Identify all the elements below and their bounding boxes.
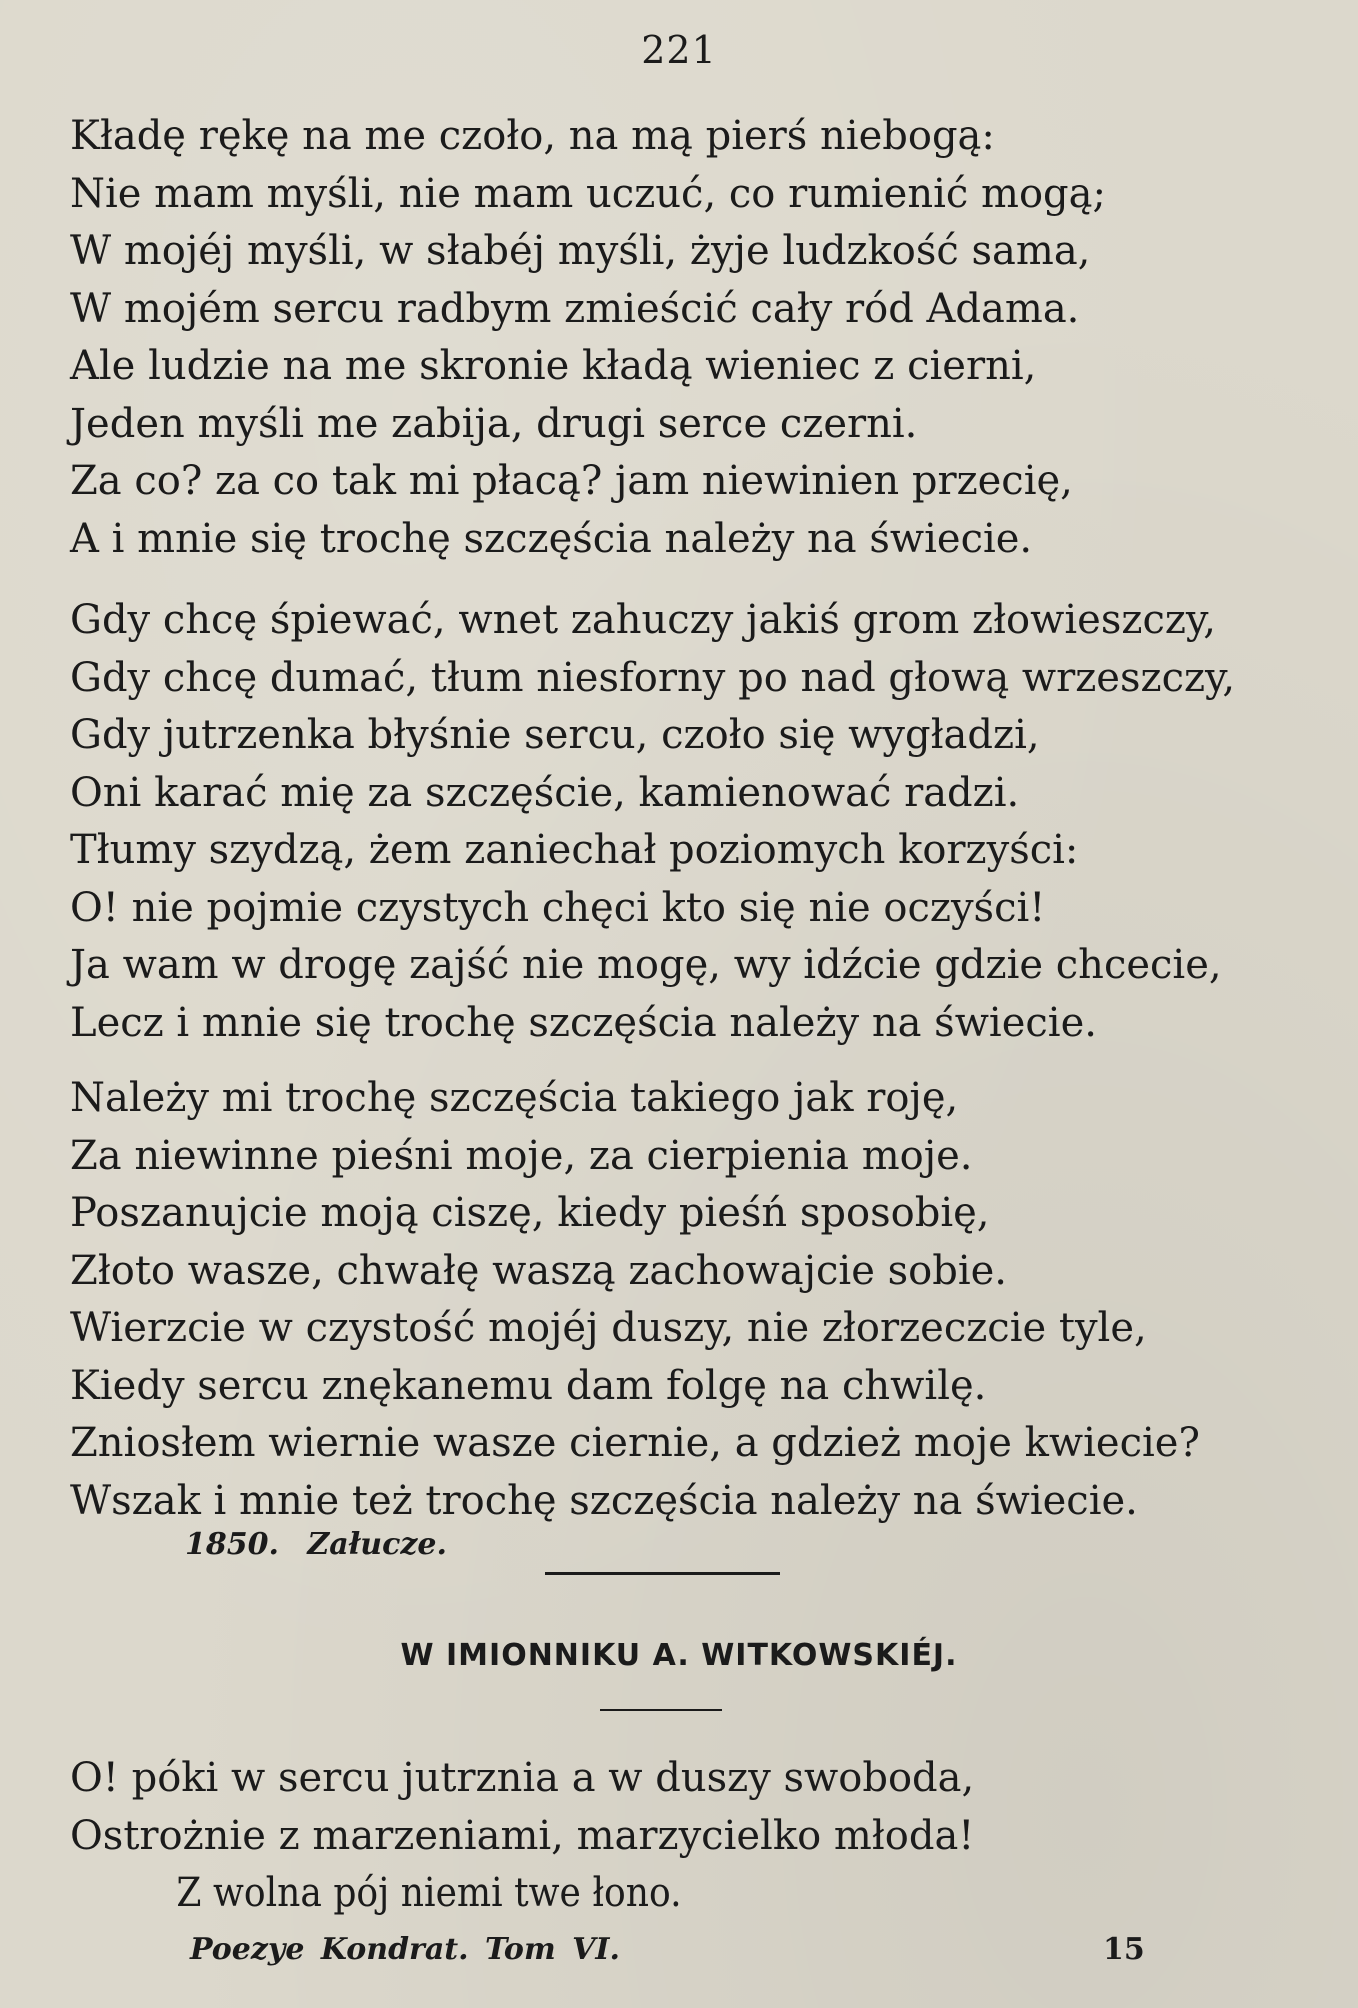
- poem-line: Ja wam w drogę zajść nie mogę, wy idźcie gdzie chcecie,: [70, 942, 1222, 988]
- poem-line: Poszanujcie moją ciszę, kiedy pieśń sposobię,: [70, 1190, 990, 1236]
- poem-line: Za co? za co tak mi płacą? jam niewinien przecię,: [70, 458, 1073, 504]
- poem-line: Gdy chcę dumać, tłum niesforny po nad głową wrzeszczy,: [70, 654, 1236, 701]
- poem-line: Jeden myśli me zabija, drugi serce czerni.: [70, 400, 918, 447]
- page-number: 221: [641, 28, 717, 72]
- poem-line: Gdy jutrzenka błyśnie sercu, czoło się wygładzi,: [70, 712, 1040, 758]
- separator-rule: [545, 1572, 780, 1575]
- poem-line-indented: Z wolna pój niemi twe łono.: [176, 1870, 682, 1916]
- poem-line: Nie mam myśli, nie mam uczuć, co rumienić mogą;: [70, 170, 1106, 217]
- footer-sheet-number: 15: [1103, 1932, 1145, 1967]
- poem-line: Lecz i mnie się trochę szczęścia należy na świecie.: [70, 999, 1097, 1046]
- stanza-4: [70, 1750, 1270, 1923]
- stanza-1: [70, 108, 1270, 568]
- poem-line: O! nie pojmie czystych chęci kto się nie oczyści!: [70, 884, 1046, 931]
- poem-line: Wierzcie w czystość mojéj duszy, nie złorzeczcie tyle,: [70, 1305, 1147, 1351]
- poem-line: Za niewinne pieśni moje, za cierpienia moje.: [70, 1132, 973, 1179]
- section-title: W IMIONNIKU A. WITKOWSKIÉJ.: [400, 1638, 958, 1673]
- poem-line: Oni karać mię za szczęście, kamienować radzi.: [70, 769, 1020, 816]
- separator-rule-short: [600, 1709, 722, 1711]
- footer-signature: Poezye Kondrat. Tom VI.: [190, 1932, 620, 1967]
- date-place-line: 1850. Załucze.: [185, 1527, 447, 1562]
- poem-line: W mojém sercu radbym zmieścić cały ród Adama.: [70, 285, 1080, 332]
- poem-line: Zniosłem wiernie wasze ciernie, a gdzież moje kwiecie?: [70, 1420, 1200, 1466]
- poem-line: A i mnie się trochę szczęścia należy na świecie.: [70, 515, 1033, 562]
- poem-line: Gdy chcę śpiewać, wnet zahuczy jakiś grom złowieszczy,: [70, 597, 1216, 643]
- poem-line: Złoto wasze, chwałę waszą zachowajcie sobie.: [70, 1247, 1007, 1294]
- poem-line: Ale ludzie na me skronie kładą wieniec z cierni,: [70, 343, 1037, 389]
- stanza-2: [70, 592, 1270, 1052]
- stanza-3: [70, 1070, 1270, 1530]
- poem-line: Wszak i mnie też trochę szczęścia należy na świecie.: [70, 1477, 1138, 1524]
- poem-line: Kładę rękę na me czoło, na mą pierś niebogą:: [70, 113, 995, 159]
- poem-line: Należy mi trochę szczęścia takiego jak roję,: [70, 1075, 959, 1121]
- poem-line: W mojéj myśli, w słabéj myśli, żyje ludzkość sama,: [70, 228, 1091, 274]
- poem-line: Kiedy sercu znękanemu dam folgę na chwilę.: [70, 1362, 987, 1409]
- poem-line: Tłumy szydzą, żem zaniechał poziomych korzyści:: [70, 827, 1079, 873]
- poem-line: Ostrożnie z marzeniami, marzycielko młoda!: [70, 1812, 975, 1859]
- poem-line: O! póki w sercu jutrznia a w duszy swoboda,: [70, 1755, 975, 1801]
